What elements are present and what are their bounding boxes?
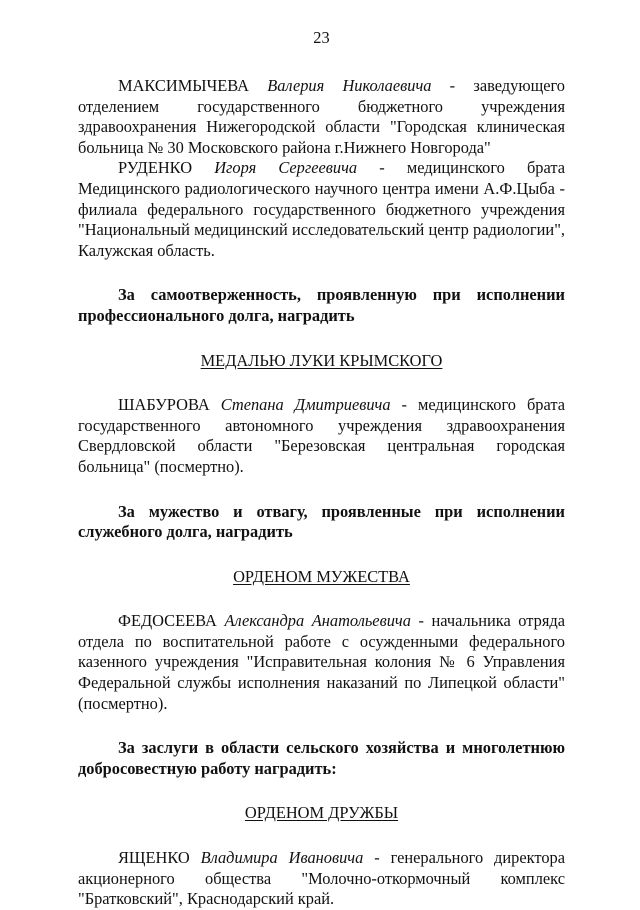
recipient-surname: ЯЩЕНКО	[118, 848, 190, 868]
recipient-given-names: Игоря Сергеевича	[214, 158, 358, 178]
award-reason-heading: За мужество и отвагу, проявленные при исполнении служебного долга, наградить	[78, 501, 565, 542]
recipient-position: - заведующего отделением государственного бюджетного учреждения здравоохранения Нижегородской области "Городская клиническая больница № 30 Московского района г.Нижнего Новгорода"	[78, 76, 565, 157]
recipient-given-names: Александра Анатольевича	[224, 611, 411, 631]
recipient-position: - медицинского брата государственного автономного учреждения здравоохранения Свердловской области "Березовская центральная городская больница" (посмертно).	[78, 395, 565, 476]
award-recipient-paragraph	[78, 848, 565, 910]
recipient-surname: ФЕДОСЕЕВА	[118, 611, 217, 631]
recipient-surname: РУДЕНКО	[118, 158, 193, 178]
page-number: 23	[313, 28, 330, 47]
recipient-given-names: Степана Дмитриевича	[220, 395, 391, 415]
award-reason-heading: За самоотверженность, проявленную при исполнении профессионального долга, наградить	[78, 285, 565, 325]
award-title: ОРДЕНОМ ДРУЖБЫ	[244, 803, 399, 823]
recipient-given-names: Валерия Николаевича	[267, 76, 432, 95]
award-title: ОРДЕНОМ МУЖЕСТВА	[233, 566, 410, 586]
document-page	[78, 28, 565, 910]
award-recipient-paragraph	[78, 76, 565, 158]
award-title: МЕДАЛЬЮ ЛУКИ КРЫМСКОГО	[200, 350, 443, 370]
award-recipient-paragraph	[78, 158, 565, 261]
recipient-position: - генерального директора акционерного общества "Молочно-откормочный комплекс "Братковский", Краснодарский край.	[78, 848, 565, 909]
recipient-surname: МАКСИМЫЧЕВА	[118, 76, 249, 95]
recipient-given-names: Владимира Ивановича	[200, 848, 364, 868]
award-reason-heading: За заслуги в области сельского хозяйства и многолетнюю добросовестную работу наградить:	[78, 738, 565, 778]
recipient-position: - начальника отряда отдела по воспитательной работе с осужденными федерального казенного учреждения "Исправительная колония № 6 Управления Федеральной службы исполнения наказаний по Липецкой области" (посмертно).	[78, 611, 565, 713]
recipient-position: - медицинского брата Медицинского радиологического научного центра имени А.Ф.Цыба - филиала федерального государственного бюджетного учреждения "Национальный медицинский исследовательский центр радиологии", Калужская область.	[78, 158, 565, 260]
award-recipient-paragraph	[78, 395, 565, 477]
award-recipient-paragraph	[78, 611, 565, 714]
recipient-surname: ШАБУРОВА	[118, 395, 210, 415]
